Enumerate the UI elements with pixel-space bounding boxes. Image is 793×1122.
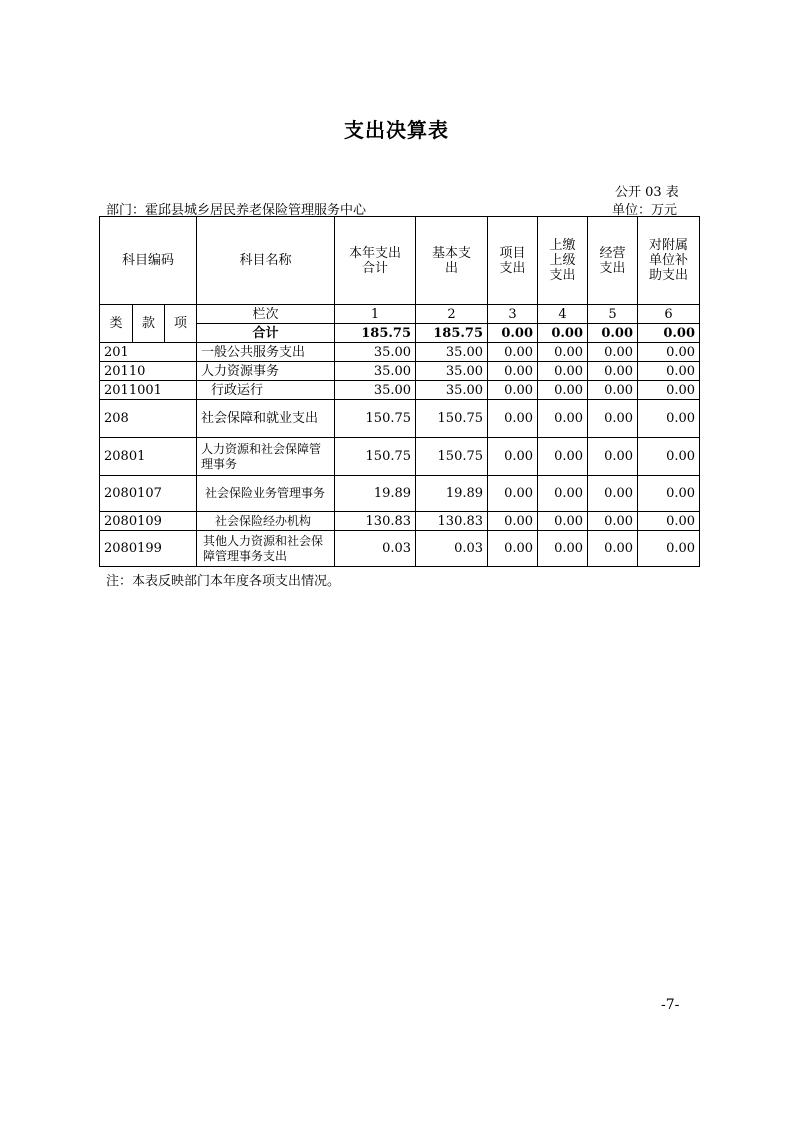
row-upper: 0.00 [538, 381, 588, 400]
row-basic: 150.75 [416, 438, 488, 476]
table-row [100, 343, 700, 362]
header-subsidy: 对附属单位补助支出 [638, 217, 700, 305]
column-number-label: 栏次 [197, 305, 335, 324]
row-basic: 19.89 [416, 476, 488, 512]
table-row [100, 438, 700, 476]
expenditure-table [99, 216, 700, 567]
row-code: 201 [100, 343, 197, 362]
row-subsidy: 0.00 [638, 362, 700, 381]
row-total: 150.75 [335, 438, 416, 476]
row-project: 0.00 [488, 343, 538, 362]
header-project: 项目支出 [488, 217, 538, 305]
row-business: 0.00 [588, 531, 638, 567]
row-basic: 35.00 [416, 343, 488, 362]
row-upper: 0.00 [538, 400, 588, 438]
table-note: 注：本表反映部门本年度各项支出情况。 [106, 574, 341, 589]
row-name: 人力资源事务 [197, 362, 335, 381]
row-subsidy: 0.00 [638, 531, 700, 567]
header-basic: 基本支出 [416, 217, 488, 305]
row-upper: 0.00 [538, 512, 588, 531]
row-total: 35.00 [335, 381, 416, 400]
row-total: 35.00 [335, 343, 416, 362]
row-name: 行政运行 [197, 381, 335, 400]
header-lei: 类 [100, 305, 133, 343]
row-name: 社会保险业务管理事务 [197, 476, 335, 512]
row-subsidy: 0.00 [638, 381, 700, 400]
row-basic: 0.03 [416, 531, 488, 567]
table-row [100, 400, 700, 438]
column-number-5: 5 [588, 305, 638, 324]
header-total: 本年支出合计 [335, 217, 416, 305]
row-upper: 0.00 [538, 476, 588, 512]
row-code: 20110 [100, 362, 197, 381]
row-subsidy: 0.00 [638, 400, 700, 438]
row-upper: 0.00 [538, 531, 588, 567]
row-total: 130.83 [335, 512, 416, 531]
row-business: 0.00 [588, 400, 638, 438]
page-title: 支出决算表 [344, 118, 449, 142]
form-number: 公开 03 表 [615, 185, 679, 200]
row-code: 2080109 [100, 512, 197, 531]
row-name: 社会保障和就业支出 [197, 400, 335, 438]
row-code: 2080199 [100, 531, 197, 567]
total-upper: 0.00 [538, 324, 588, 343]
row-project: 0.00 [488, 531, 538, 567]
column-number-6: 6 [638, 305, 700, 324]
row-total: 150.75 [335, 400, 416, 438]
row-code: 2080107 [100, 476, 197, 512]
row-code: 20801 [100, 438, 197, 476]
table-row [100, 512, 700, 531]
header-xiang: 项 [165, 305, 197, 343]
row-name: 一般公共服务支出 [197, 343, 335, 362]
row-project: 0.00 [488, 362, 538, 381]
total-business: 0.00 [588, 324, 638, 343]
row-name: 人力资源和社会保障管理事务 [197, 438, 335, 476]
row-subsidy: 0.00 [638, 343, 700, 362]
table-row [100, 476, 700, 512]
column-number-row [100, 305, 700, 324]
row-project: 0.00 [488, 476, 538, 512]
header-upper: 上缴上级支出 [538, 217, 588, 305]
column-number-3: 3 [488, 305, 538, 324]
total-subsidy: 0.00 [638, 324, 700, 343]
total-basic: 185.75 [416, 324, 488, 343]
page-number: -7- [661, 997, 680, 1013]
row-upper: 0.00 [538, 438, 588, 476]
row-name: 其他人力资源和社会保障管理事务支出 [197, 531, 335, 567]
row-business: 0.00 [588, 381, 638, 400]
row-basic: 130.83 [416, 512, 488, 531]
column-number-2: 2 [416, 305, 488, 324]
total-project: 0.00 [488, 324, 538, 343]
row-upper: 0.00 [538, 362, 588, 381]
row-basic: 35.00 [416, 381, 488, 400]
row-project: 0.00 [488, 512, 538, 531]
row-total: 19.89 [335, 476, 416, 512]
header-business: 经营支出 [588, 217, 638, 305]
table-row [100, 381, 700, 400]
row-project: 0.00 [488, 381, 538, 400]
row-total: 35.00 [335, 362, 416, 381]
unit-label: 单位：万元 [612, 203, 678, 218]
header-subject-name: 科目名称 [197, 217, 335, 305]
row-business: 0.00 [588, 438, 638, 476]
row-total: 0.03 [335, 531, 416, 567]
row-project: 0.00 [488, 400, 538, 438]
department-label: 部门：霍邱县城乡居民养老保险管理服务中心 [106, 203, 367, 218]
row-name: 社会保险经办机构 [197, 512, 335, 531]
column-number-1: 1 [335, 305, 416, 324]
row-project: 0.00 [488, 438, 538, 476]
row-basic: 150.75 [416, 400, 488, 438]
total-label: 合计 [197, 324, 335, 343]
row-upper: 0.00 [538, 343, 588, 362]
row-code: 208 [100, 400, 197, 438]
header-subject-code: 科目编码 [100, 217, 197, 305]
total-total: 185.75 [335, 324, 416, 343]
table-row [100, 362, 700, 381]
row-business: 0.00 [588, 343, 638, 362]
row-business: 0.00 [588, 476, 638, 512]
row-subsidy: 0.00 [638, 476, 700, 512]
row-business: 0.00 [588, 512, 638, 531]
header-row [100, 217, 700, 305]
row-basic: 35.00 [416, 362, 488, 381]
row-subsidy: 0.00 [638, 438, 700, 476]
header-kuan: 款 [133, 305, 165, 343]
row-business: 0.00 [588, 362, 638, 381]
column-number-4: 4 [538, 305, 588, 324]
row-subsidy: 0.00 [638, 512, 700, 531]
row-code: 2011001 [100, 381, 197, 400]
table-row [100, 531, 700, 567]
